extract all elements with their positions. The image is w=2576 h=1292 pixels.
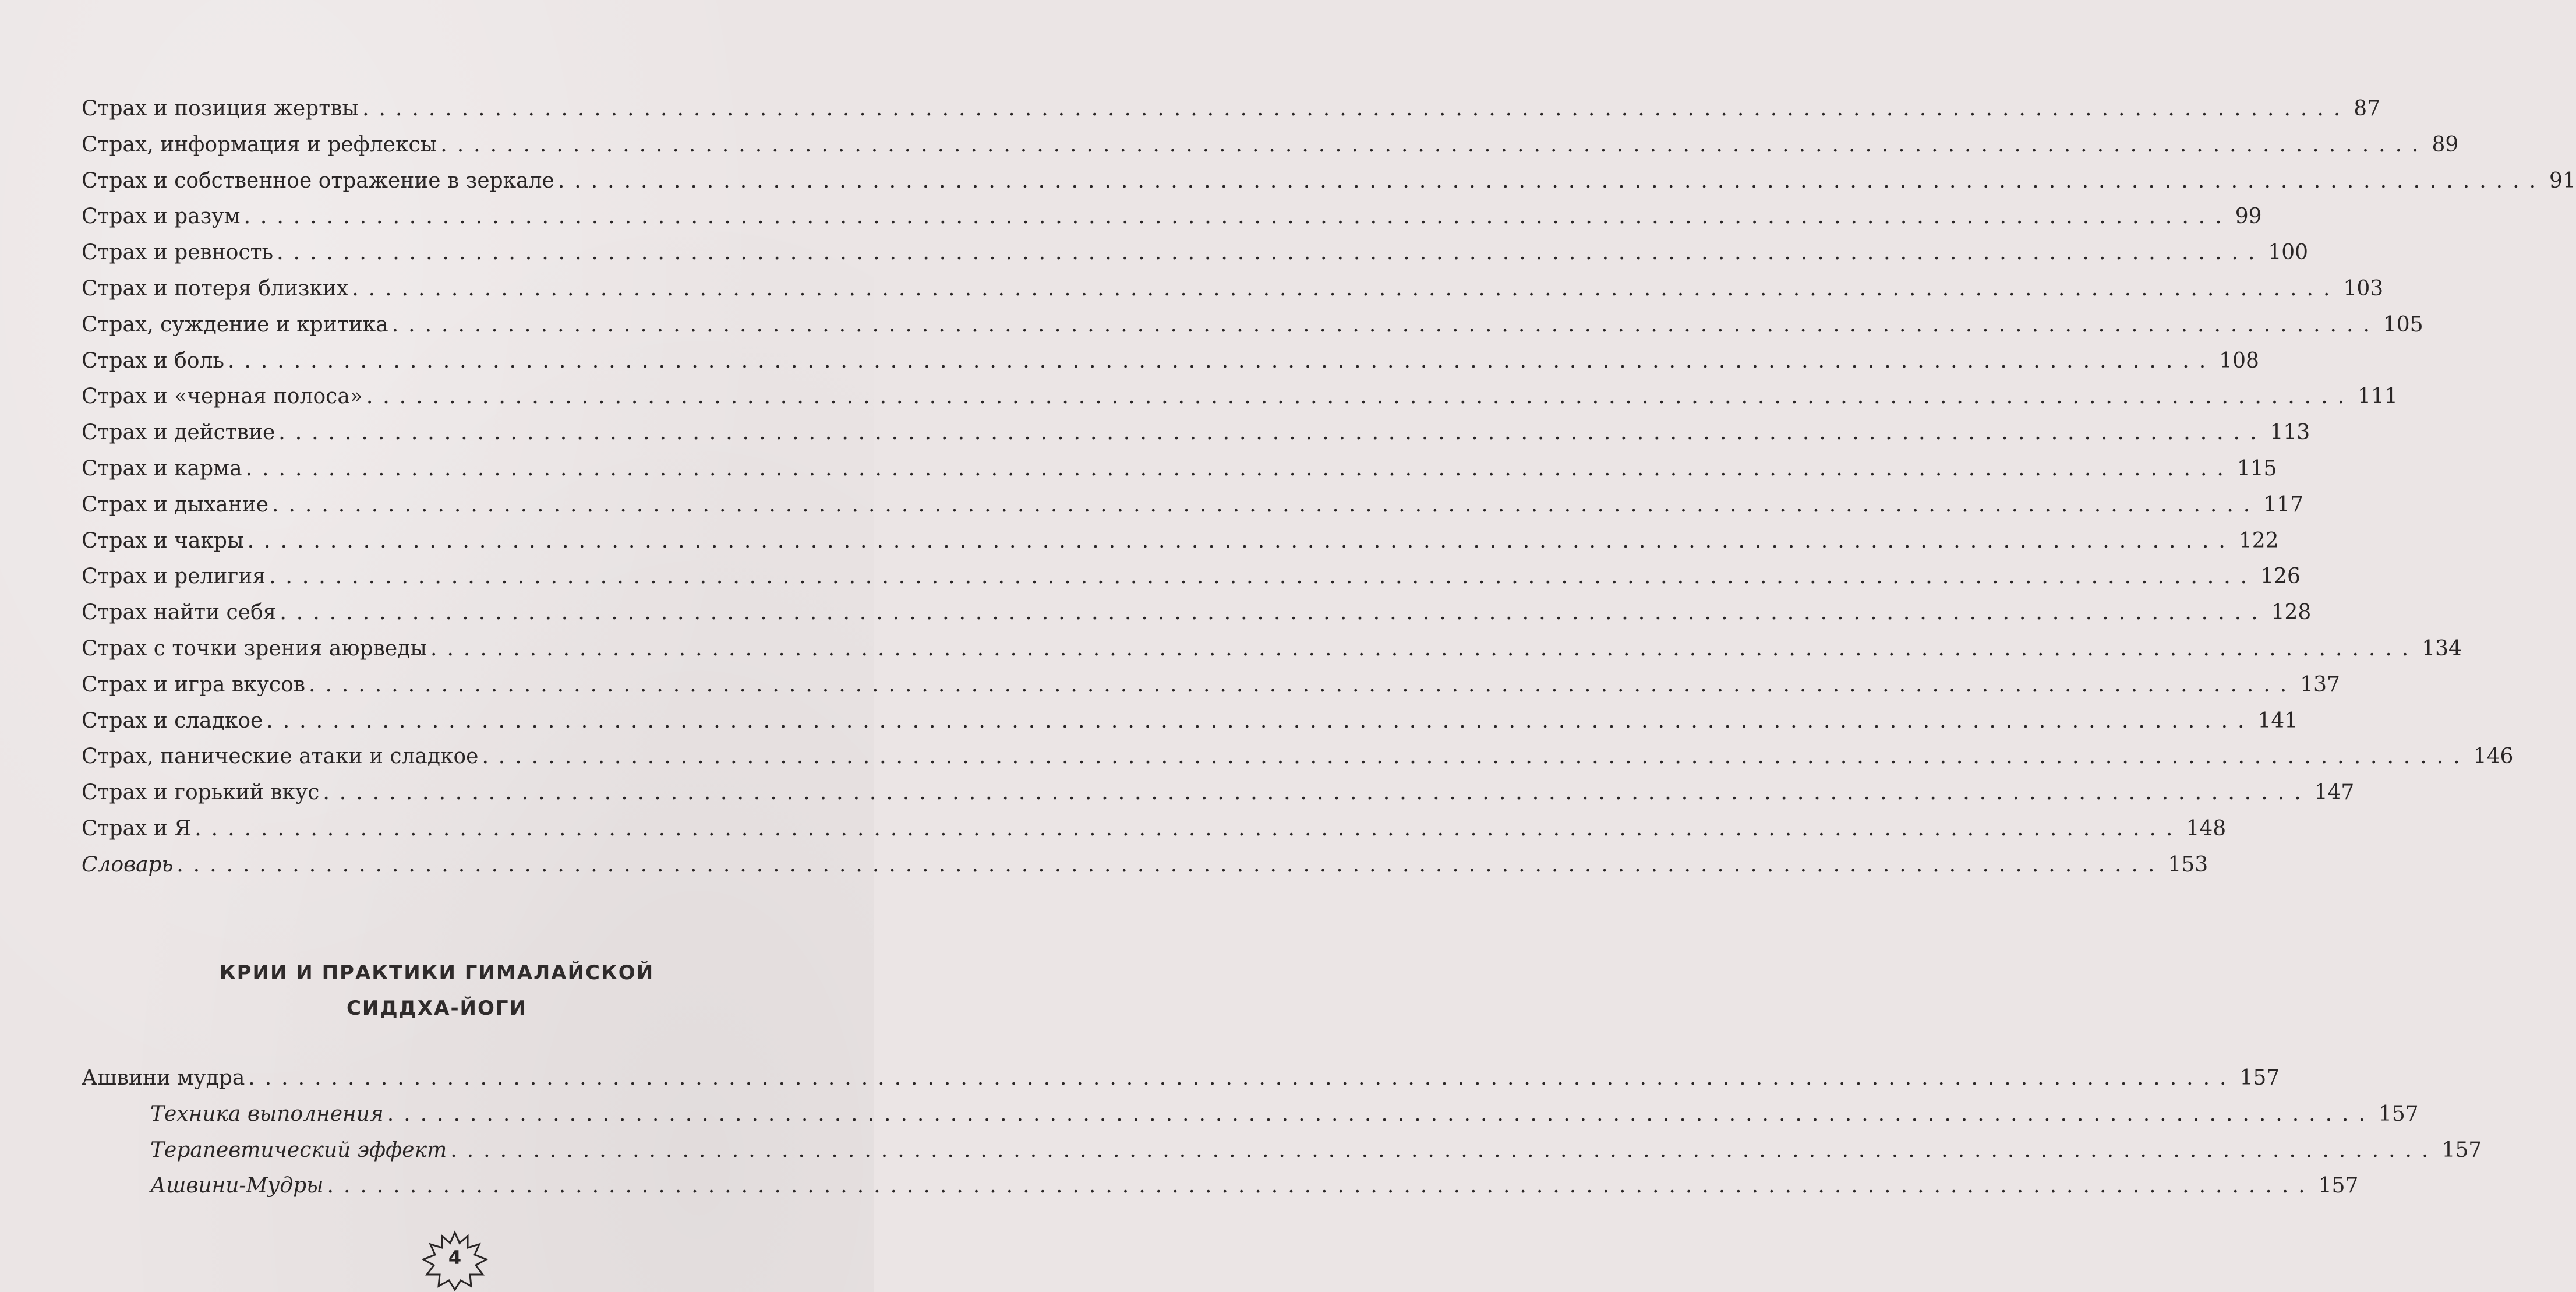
toc-entry <box>82 487 2303 523</box>
toc-entry-page: 157 <box>2318 1174 2359 1198</box>
toc-entry <box>82 595 2312 631</box>
toc-leader-dots: ........................................................................................................................ <box>430 636 2419 661</box>
toc-entry <box>82 379 2398 415</box>
toc-entry-title: Страх, суждение и критика <box>82 312 388 337</box>
toc-entry <box>82 91 2381 127</box>
toc-leader-dots: ........................................................................................................................ <box>482 744 2470 769</box>
toc-entry <box>82 235 2309 271</box>
toc-leader-dots: ........................................................................................................................ <box>272 492 2260 517</box>
toc-leader-dots: ........................................................................................................................ <box>327 1174 2315 1198</box>
toc-entry-page: 157 <box>2441 1138 2482 1162</box>
toc-entry-title: Ашвини мудра <box>82 1066 245 1090</box>
toc-entry-title: Страх и потеря близких <box>82 276 349 301</box>
toc-entry-page: 91 <box>2549 168 2576 193</box>
toc-entry <box>82 847 2208 883</box>
toc-entry-title: Страх и игра вкусов <box>82 672 306 697</box>
toc-entry-page: 87 <box>2354 97 2381 121</box>
toc-entry-page: 147 <box>2314 781 2355 805</box>
section-heading-line-1: КРИИ И ПРАКТИКИ ГИМАЛАЙСКОЙ <box>219 961 655 984</box>
toc-entry <box>82 1096 2419 1132</box>
toc-entry-title: Страх и собственное отражение в зеркале <box>82 168 554 193</box>
section-heading-line-2: СИДДХА-ЙОГИ <box>346 997 528 1020</box>
toc-entry-title: Страх, панические атаки и сладкое <box>82 744 479 769</box>
toc-entry-title: Страх и чакры <box>82 528 244 553</box>
toc-entry <box>82 631 2462 667</box>
toc-leader-dots: ........................................................................................................................ <box>366 384 2355 409</box>
toc-entry-title: Страх и религия <box>82 564 266 589</box>
toc-entry <box>82 127 2459 163</box>
toc-entry-page: 153 <box>2168 852 2208 877</box>
toc-entry-page: 146 <box>2473 744 2514 769</box>
toc-entry-page: 117 <box>2263 492 2303 517</box>
toc-leader-dots: ........................................................................................................................ <box>362 97 2351 121</box>
toc-entry-page: 113 <box>2270 421 2310 445</box>
toc-leader-dots: ........................................................................................................................ <box>387 1102 2375 1126</box>
toc-entry-page: 115 <box>2236 456 2277 481</box>
toc-entry-title: Техника выполнения <box>150 1102 384 1126</box>
toc-entry-page: 122 <box>2238 528 2279 553</box>
toc-leader-dots: ........................................................................................................................ <box>248 1066 2236 1090</box>
toc-entry-page: 157 <box>2378 1102 2419 1126</box>
toc-entry-title: Страх и карма <box>82 456 242 481</box>
toc-entry <box>82 415 2310 451</box>
toc-leader-dots: ........................................................................................................................ <box>323 781 2311 805</box>
toc-leader-dots: ........................................................................................................................ <box>245 456 2234 481</box>
toc-entry-page: 100 <box>2268 241 2309 265</box>
toc-entry <box>82 523 2279 559</box>
toc-entry-page: 108 <box>2219 348 2259 373</box>
toc-leader-dots: ........................................................................................................................ <box>247 528 2235 553</box>
toc-entry-title: Терапевтический эффект <box>150 1138 447 1162</box>
page-number-badge <box>421 1230 489 1292</box>
toc-leader-dots: ........................................................................................................................ <box>266 708 2255 733</box>
toc-entry-page: 157 <box>2239 1066 2280 1090</box>
toc-entry-title: Страх с точки зрения аюрведы <box>82 636 427 661</box>
toc-leader-dots: ........................................................................................................................ <box>227 348 2216 373</box>
table-of-contents-kriyas <box>82 1060 2482 1204</box>
toc-leader-dots: ........................................................................................................................ <box>176 852 2165 877</box>
toc-leader-dots: ........................................................................................................................ <box>278 421 2267 445</box>
toc-entry-title: Страх и сладкое <box>82 708 263 733</box>
toc-entry <box>82 559 2301 595</box>
toc-entry <box>82 307 2423 343</box>
toc-entry-page: 148 <box>2186 816 2227 841</box>
toc-entry-title: Словарь <box>82 852 174 877</box>
toc-entry-page: 105 <box>2383 312 2423 337</box>
toc-leader-dots: ........................................................................................................................ <box>391 312 2380 337</box>
table-of-contents-main <box>82 91 2576 883</box>
toc-entry-page: 137 <box>2300 672 2340 697</box>
toc-entry-title: Страх и ревность <box>82 241 274 265</box>
toc-entry-page: 89 <box>2432 132 2459 157</box>
toc-leader-dots: ........................................................................................................................ <box>352 276 2340 301</box>
toc-entry-page: 126 <box>2260 564 2301 589</box>
page-number: 4 <box>448 1247 462 1269</box>
toc-entry-title: Страх, информация и рефлексы <box>82 132 437 157</box>
toc-entry <box>82 775 2355 811</box>
toc-entry <box>82 343 2259 379</box>
toc-entry-page: 141 <box>2257 708 2298 733</box>
toc-leader-dots: ........................................................................................................................ <box>268 564 2257 589</box>
toc-entry-title: Страх и действие <box>82 421 275 445</box>
toc-entry-title: Страх и дыхание <box>82 492 269 517</box>
toc-leader-dots: ........................................................................................................................ <box>440 132 2429 157</box>
toc-entry-title: Страх и разум <box>82 204 241 229</box>
toc-leader-dots: ........................................................................................................................ <box>243 204 2232 229</box>
toc-entry-page: 128 <box>2271 601 2312 625</box>
toc-entry <box>82 1132 2482 1169</box>
toc-entry-title: Ашвини-Мудры <box>150 1174 324 1198</box>
toc-entry <box>82 199 2262 235</box>
toc-entry-title: Страх и «черная полоса» <box>82 384 363 409</box>
toc-entry <box>82 739 2514 775</box>
toc-leader-dots: ........................................................................................................................ <box>557 168 2546 193</box>
toc-leader-dots: ........................................................................................................................ <box>450 1138 2439 1162</box>
toc-entry <box>82 1060 2280 1096</box>
toc-leader-dots: ........................................................................................................................ <box>280 601 2268 625</box>
toc-entry-title: Страх найти себя <box>82 601 277 625</box>
toc-entry <box>82 271 2384 307</box>
toc-entry <box>82 667 2340 703</box>
toc-entry-page: 103 <box>2343 276 2384 301</box>
toc-entry <box>82 703 2298 739</box>
toc-entry-title: Страх и Я <box>82 816 192 841</box>
toc-leader-dots: ........................................................................................................................ <box>195 816 2183 841</box>
toc-leader-dots: ........................................................................................................................ <box>309 672 2297 697</box>
toc-entry-page: 99 <box>2235 204 2262 229</box>
toc-leader-dots: ........................................................................................................................ <box>277 241 2265 265</box>
toc-entry <box>82 811 2227 847</box>
toc-entry-title: Страх и боль <box>82 348 224 373</box>
toc-entry <box>82 1168 2359 1204</box>
toc-entry <box>82 451 2277 487</box>
toc-entry-title: Страх и позиция жертвы <box>82 97 359 121</box>
toc-entry-title: Страх и горький вкус <box>82 781 320 805</box>
toc-entry-page: 111 <box>2358 384 2398 409</box>
toc-entry <box>82 163 2576 199</box>
toc-entry-page: 134 <box>2422 636 2462 661</box>
